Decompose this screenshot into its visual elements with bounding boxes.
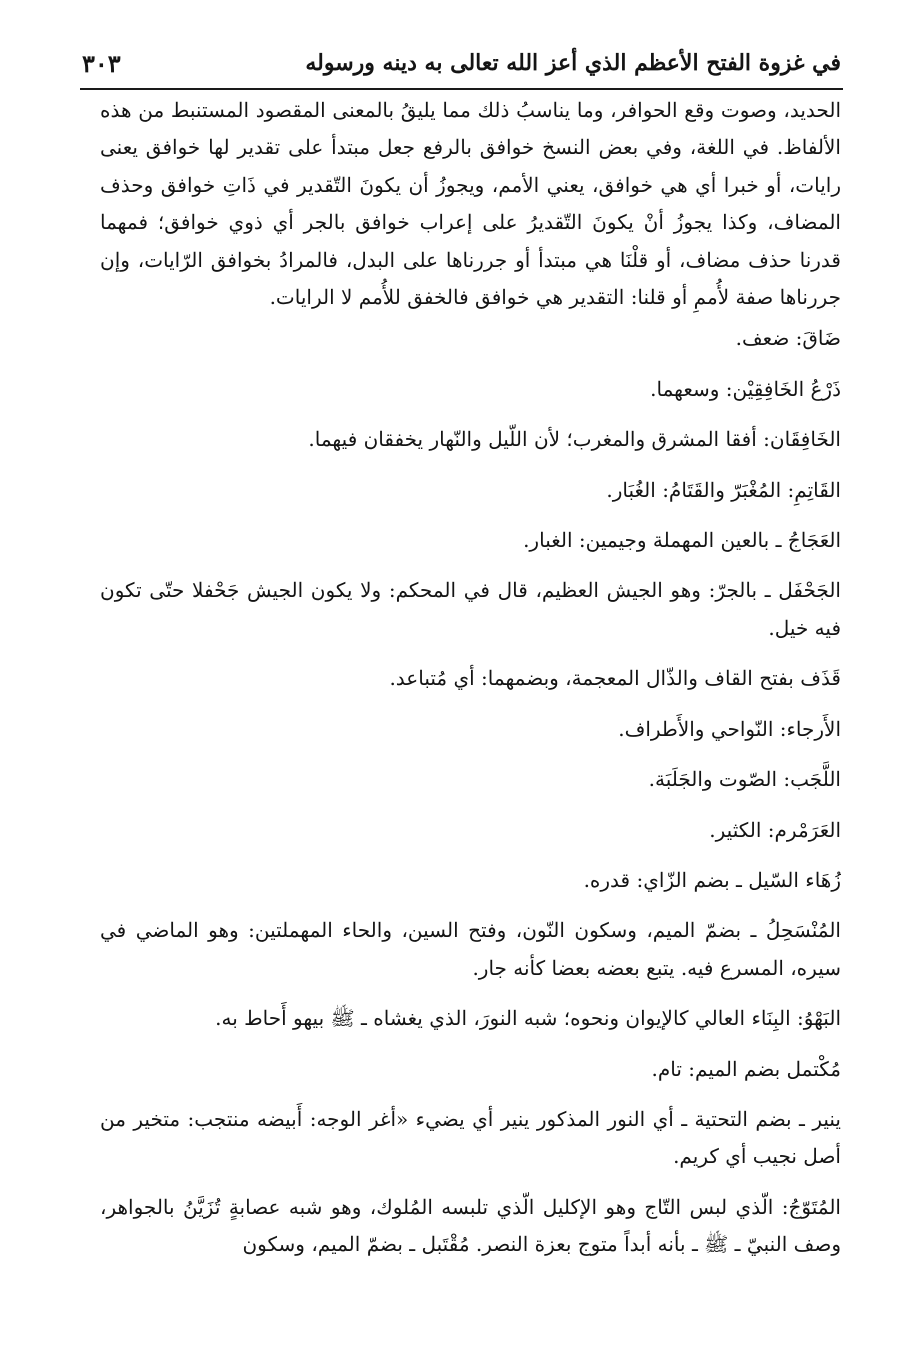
glossary-entry: الخَافِقَان: أفقا المشرق والمغرب؛ لأن اللّيل والنّهار يخفقان فيهما. xyxy=(308,427,841,452)
glossary-entry: القَاتِمِ: المُغْبَرّ والقَتَامُ: الغُبَار. xyxy=(606,477,841,502)
running-title: في غزوة الفتح الأعظم الذي أعز الله تعالى به دينه ورسوله xyxy=(305,50,841,76)
glossary-entry: ذَرْعُ الخَافِقِيْن: وسعهما. xyxy=(650,376,841,401)
header-rule xyxy=(80,88,843,90)
glossary-entry: الجَحْفَل ـ بالجرّ: وهو الجيش العظيم، قال في المحكم: ولا يكون الجيش جَحْفلا حتّى تكون فيه خيل. xyxy=(100,578,841,640)
running-header xyxy=(82,38,841,88)
glossary-entry: اللَّجَب: الصّوت والجَلَبَة. xyxy=(648,767,841,792)
page-body xyxy=(100,92,841,1277)
glossary-entry: العَجَاجُ ـ بالعين المهملة وجيمين: الغبار. xyxy=(523,528,841,553)
glossary-entry: زُهَاء السّيل ـ بضم الزّاي: قدره. xyxy=(583,867,841,892)
glossary-entry: مُكْتمل بضم الميم: تام. xyxy=(651,1056,841,1081)
glossary-entry: البَهْوُ: البِنَاء العالي كالإيوان ونحوه؛ شبه النورَ، الذي يغشاه ـ ﷺ بيهو أَحاط به. xyxy=(215,1006,841,1031)
glossary-entry: ينير ـ بضم التحتية ـ أي النور المذكور ينير أي يضيء «أغر الوجه: أَبيضه منتجب: متخير من أصل نجيب أي كريم. xyxy=(100,1106,841,1169)
glossary-entry: المُتَوّجُ: الّذي لبس التّاج وهو الإكليل الّذي تلبسه المُلوك، وهو شبه عصابةٍ تُزَيَّنُ بالجواهر، وصف النبيّ ـ ﷺ ـ بأنه أبداً متوج بعزة النصر. مُقْتَبل ـ بضمّ الميم، وسكون xyxy=(100,1194,841,1257)
page-number: ٣٠٣ xyxy=(82,48,121,78)
glossary-entry: العَرَمْرم: الكثير. xyxy=(709,817,841,842)
glossary-entry: قَذَف بفتح القاف والذّال المعجمة، وبضمهما: أي مُتباعد. xyxy=(389,666,841,691)
glossary-list xyxy=(100,320,841,1263)
glossary-entry: الأَرجاء: النّواحي والأَطراف. xyxy=(618,716,841,741)
intro-paragraph: الحديد، وصوت وقع الحوافر، وما يناسبُ ذلك مما يليقُ بالمعنى المقصود المستنبط من هذه الألفاظ. في اللغة، وفي بعض النسخ خوافق بالرفع جعل مبتدأ على تقدير لها خوافق يعنى رايات، أو خبرا أي هي خوافق، يعني الأمم، ويجوزُ أن يكونَ التّقدير في ذَاتِ خوافق وحذف المضاف، وكذا يجوزُ أنْ يكونَ التّقديرُ على إعراب خوافق بالجر أي ذوي خوافق؛ فمهما قدرنا حذف مضاف، أو قلْنَا هي مبتدأ أو جررناها على البدل، فالمرادُ بخوافق الرّايات، وإن جررناها صفة لأُممِ أو قلنا: التقدير هي خوافق فالخفق للأُمم لا الرايات. xyxy=(100,98,841,310)
glossary-entry: المُنْسَحِلُ ـ بضمّ الميم، وسكون النّون، وفتح السين، والحاء المهملتين: وهو الماضي في سيره، المسرع فيه. يتبع بعضه بعضا كأنه جار. xyxy=(100,918,841,980)
glossary-entry: ضَاقَ: ضعف. xyxy=(735,326,841,351)
